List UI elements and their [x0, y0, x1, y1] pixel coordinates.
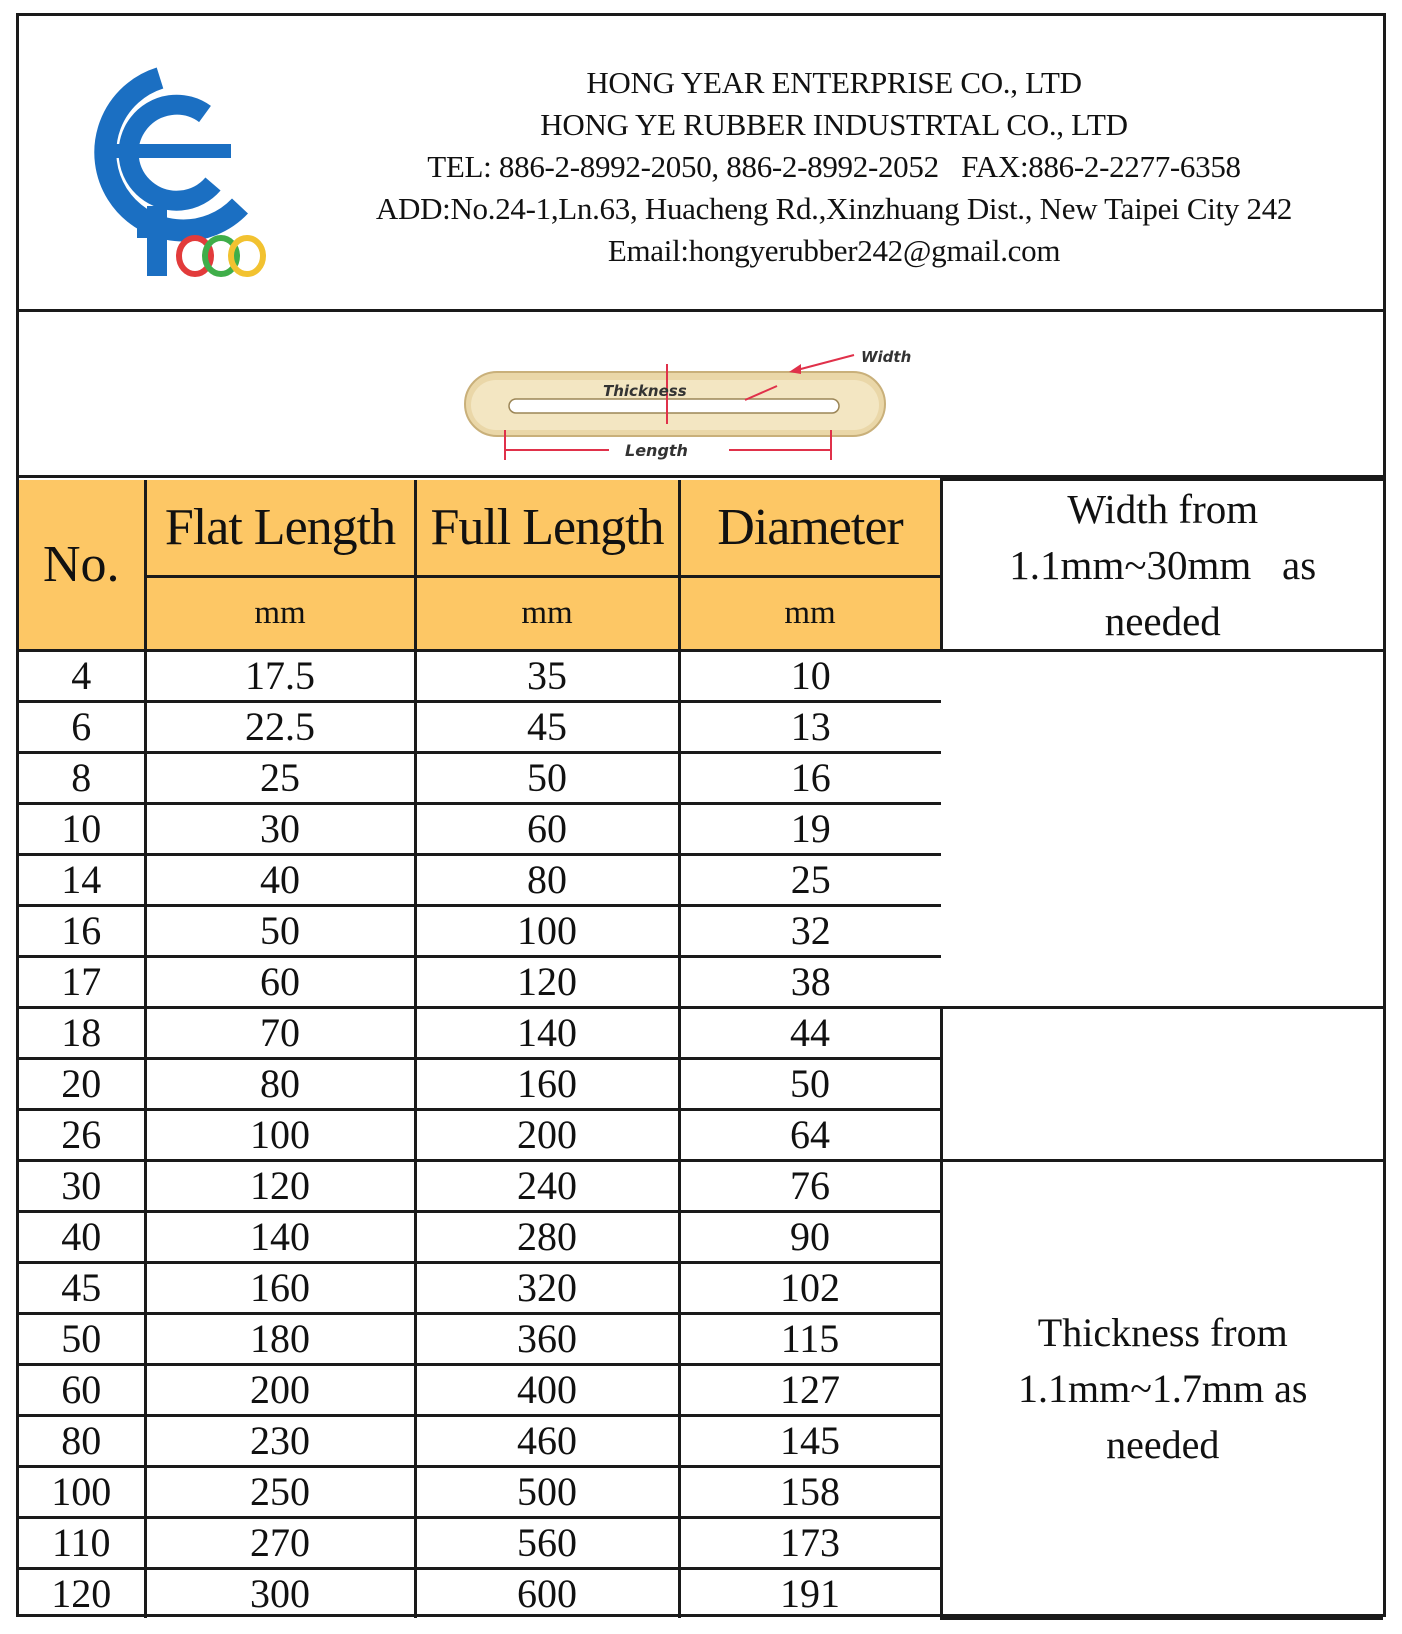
- cell-no: 26: [19, 1110, 145, 1161]
- width-note: [941, 480, 1383, 651]
- cell-diameter: 10: [679, 651, 941, 702]
- cell-flat-length: 25: [145, 753, 415, 804]
- cell-full-length: 60: [415, 804, 679, 855]
- cell-full-length: 360: [415, 1314, 679, 1365]
- cell-diameter: 191: [679, 1569, 941, 1619]
- thickness-note: [941, 1161, 1383, 1619]
- cell-no: 16: [19, 906, 145, 957]
- cell-diameter: 115: [679, 1314, 941, 1365]
- cell-no: 14: [19, 855, 145, 906]
- cell-diameter: 102: [679, 1263, 941, 1314]
- spec-table-body: [19, 651, 1383, 1619]
- company-info: [319, 62, 1349, 272]
- cell-flat-length: 160: [145, 1263, 415, 1314]
- cell-no: 30: [19, 1161, 145, 1212]
- address: ADD:No.24-1,Ln.63, Huacheng Rd.,Xinzhuang Dist., New Taipei City 242: [375, 191, 1293, 226]
- thickness-note-line-3: needed: [1106, 1422, 1220, 1468]
- table-row: [19, 855, 1383, 906]
- unit-flat: mm: [145, 577, 415, 651]
- cell-diameter: 173: [679, 1518, 941, 1569]
- cell-full-length: 320: [415, 1263, 679, 1314]
- cell-no: 20: [19, 1059, 145, 1110]
- company-name-2: HONG YE RUBBER INDUSTRTAL CO., LTD: [540, 107, 1128, 142]
- cell-no: 120: [19, 1569, 145, 1619]
- cell-diameter: 90: [679, 1212, 941, 1263]
- table-row: [19, 1161, 1383, 1212]
- cell-full-length: 400: [415, 1365, 679, 1416]
- company-name-1: HONG YEAR ENTERPRISE CO., LTD: [586, 65, 1082, 100]
- cell-diameter: 13: [679, 702, 941, 753]
- cell-diameter: 145: [679, 1416, 941, 1467]
- cell-flat-length: 180: [145, 1314, 415, 1365]
- cell-flat-length: 17.5: [145, 651, 415, 702]
- cell-flat-length: 250: [145, 1467, 415, 1518]
- width-note-line-3: needed: [1104, 598, 1221, 644]
- cell-flat-length: 50: [145, 906, 415, 957]
- cell-no: 10: [19, 804, 145, 855]
- cell-flat-length: 100: [145, 1110, 415, 1161]
- rubber-band-illustration: [459, 320, 929, 470]
- cell-full-length: 140: [415, 1008, 679, 1059]
- cell-flat-length: 230: [145, 1416, 415, 1467]
- width-note-line-2: 1.1mm~30mm as: [1009, 542, 1317, 588]
- cell-flat-length: 300: [145, 1569, 415, 1619]
- cell-no: 50: [19, 1314, 145, 1365]
- spec-sheet: [16, 13, 1386, 1617]
- header-full-length: Full Length: [415, 480, 679, 577]
- cell-diameter: 38: [679, 957, 941, 1008]
- email: Email:hongyerubber242@gmail.com: [607, 233, 1061, 268]
- header-no: No.: [19, 480, 145, 651]
- cell-flat-length: 270: [145, 1518, 415, 1569]
- cell-no: 6: [19, 702, 145, 753]
- unit-diameter: mm: [679, 577, 941, 651]
- cell-full-length: 120: [415, 957, 679, 1008]
- cell-diameter: 76: [679, 1161, 941, 1212]
- company-header: [19, 16, 1383, 312]
- cell-diameter: 50: [679, 1059, 941, 1110]
- cell-no: 18: [19, 1008, 145, 1059]
- table-row: [19, 906, 1383, 957]
- cell-diameter: 158: [679, 1467, 941, 1518]
- cell-flat-length: 120: [145, 1161, 415, 1212]
- cell-flat-length: 70: [145, 1008, 415, 1059]
- cell-diameter: 25: [679, 855, 941, 906]
- thickness-note-line-1: Thickness from: [1037, 1310, 1288, 1356]
- thickness-note-line-2: 1.1mm~1.7mm as: [1018, 1366, 1308, 1412]
- cell-diameter: 44: [679, 1008, 941, 1059]
- table-row: [19, 753, 1383, 804]
- cell-flat-length: 60: [145, 957, 415, 1008]
- table-row: [19, 651, 1383, 702]
- cell-flat-length: 140: [145, 1212, 415, 1263]
- cell-no: 17: [19, 957, 145, 1008]
- cell-flat-length: 80: [145, 1059, 415, 1110]
- blank-note-cell: [941, 1008, 1383, 1161]
- cell-flat-length: 200: [145, 1365, 415, 1416]
- width-label: Width: [861, 348, 912, 366]
- band-diagram: [19, 312, 1383, 478]
- company-logo-icon: [55, 56, 285, 291]
- cell-full-length: 280: [415, 1212, 679, 1263]
- unit-full: mm: [415, 577, 679, 651]
- cell-flat-length: 30: [145, 804, 415, 855]
- cell-no: 45: [19, 1263, 145, 1314]
- cell-full-length: 200: [415, 1110, 679, 1161]
- thickness-label: Thickness: [603, 382, 687, 400]
- cell-full-length: 500: [415, 1467, 679, 1518]
- cell-diameter: 32: [679, 906, 941, 957]
- cell-diameter: 127: [679, 1365, 941, 1416]
- cell-full-length: 560: [415, 1518, 679, 1569]
- cell-full-length: 35: [415, 651, 679, 702]
- table-row: [19, 804, 1383, 855]
- cell-full-length: 600: [415, 1569, 679, 1619]
- cell-diameter: 16: [679, 753, 941, 804]
- length-label: Length: [625, 441, 688, 460]
- cell-full-length: 50: [415, 753, 679, 804]
- cell-no: 40: [19, 1212, 145, 1263]
- table-row: [19, 957, 1383, 1008]
- cell-no: 100: [19, 1467, 145, 1518]
- cell-flat-length: 40: [145, 855, 415, 906]
- header-flat-length: Flat Length: [145, 480, 415, 577]
- phone-fax: TEL: 886-2-8992-2050, 886-2-8992-2052 FAX:886-2-2277-6358: [427, 149, 1241, 184]
- cell-full-length: 80: [415, 855, 679, 906]
- cell-full-length: 460: [415, 1416, 679, 1467]
- cell-diameter: 19: [679, 804, 941, 855]
- cell-no: 110: [19, 1518, 145, 1569]
- spec-table: [19, 478, 1383, 1620]
- table-row: [19, 1008, 1383, 1059]
- cell-diameter: 64: [679, 1110, 941, 1161]
- cell-no: 8: [19, 753, 145, 804]
- header-diameter: Diameter: [679, 480, 941, 577]
- cell-no: 4: [19, 651, 145, 702]
- table-row: [19, 702, 1383, 753]
- cell-full-length: 160: [415, 1059, 679, 1110]
- cell-full-length: 100: [415, 906, 679, 957]
- cell-full-length: 45: [415, 702, 679, 753]
- cell-no: 60: [19, 1365, 145, 1416]
- width-note-line-1: Width from: [1067, 486, 1259, 532]
- cell-full-length: 240: [415, 1161, 679, 1212]
- cell-flat-length: 22.5: [145, 702, 415, 753]
- cell-no: 80: [19, 1416, 145, 1467]
